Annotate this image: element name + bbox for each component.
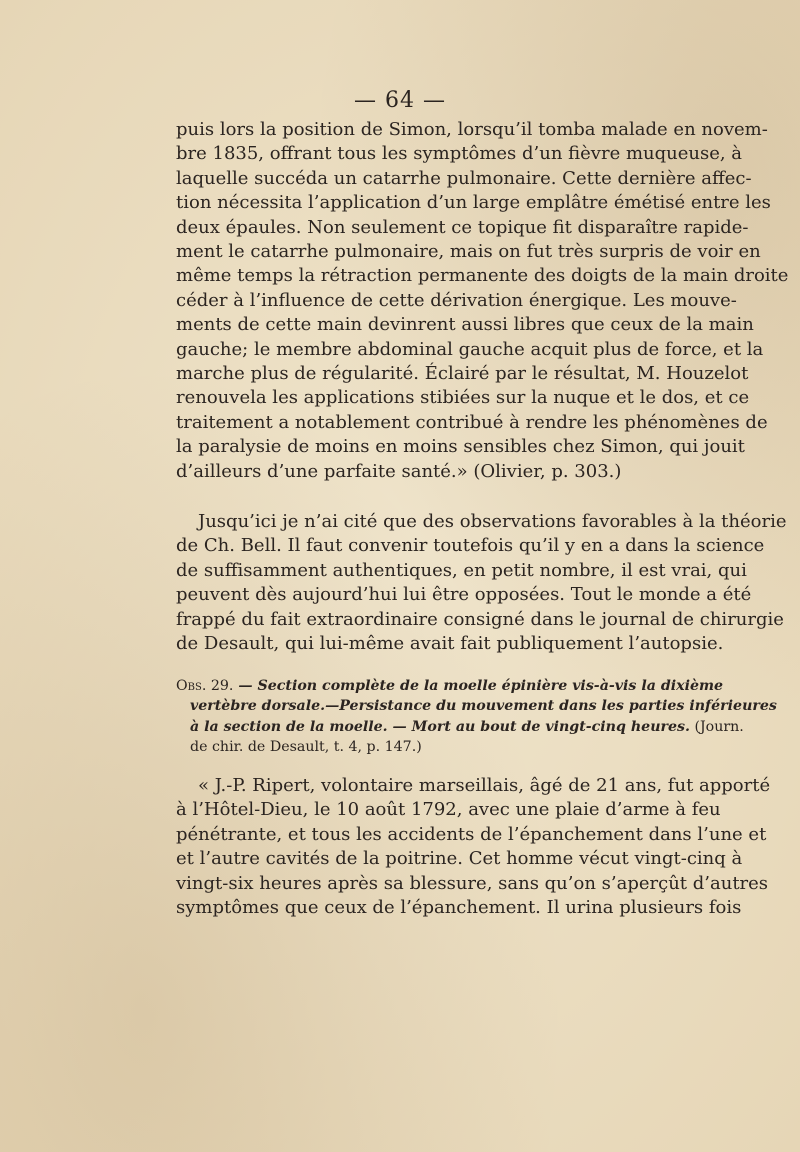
text-line: même temps la rétraction permanente des doigts de la main droite [176,265,789,287]
paragraph-continuation [176,118,789,484]
text-line: céder à l’influence de cette dérivation énergique. Les mouve- [176,289,737,311]
text-line: symptômes que ceux de l’épanchement. Il urina plusieurs fois [176,897,742,919]
obs-title-part: vertèbre dorsale.—Persistance du mouvement dans les parties inférieures [190,698,777,715]
text-line: tion nécessita l’application d’un large emplâtre émétisé entre les [176,192,771,214]
text-line: la paralysie de moins en moins sensibles chez Simon, qui jouit [176,436,745,458]
text-line: marche plus de régularité. Éclairé par le résultat, M. Houzelot [176,363,749,385]
text-line: bre 1835, offrant tous les symptômes d’un fièvre muqueuse, à [176,143,743,165]
page-number: — 64 — [354,88,446,113]
obs-title-part: à la section de la moelle. — Mort au bout de vingt-cinq heures. [190,718,690,735]
text-line: et l’autre cavités de la poitrine. Cet homme vécut vingt-cinq à [176,848,743,870]
obs-line [176,676,724,696]
paragraph-ripert-case [176,774,771,920]
text-line: ments de cette main devinrent aussi libres que ceux de la main [176,314,754,336]
obs-title-part: — Section complète de la moelle épinière vis-à-vis la dixième [233,678,724,694]
text-line: puis lors la position de Simon, lorsqu’il tomba malade en novem- [176,119,768,140]
text-line: frappé du fait extraordinaire consigné dans le journal de chirurgie [176,608,784,630]
text-line: traitement a notablement contribué à rendre les phénomènes de [176,411,768,433]
observation-heading [176,676,777,758]
text-line: renouvela les applications stibiées sur la nuque et le dos, et ce [176,387,750,409]
obs-line [176,717,744,737]
obs-line [176,696,777,716]
text-line: peuvent dès aujourd’hui lui être opposées. Tout le monde a été [176,584,752,606]
obs-source: (Journ. [689,718,744,735]
text-line: de Ch. Bell. Il faut convenir toutefois qu’il y en a dans la science [176,535,765,557]
text-line: vingt-six heures après sa blessure, sans qu’on s’aperçût d’autres [176,872,769,894]
obs-line: de chir. de Desault, t. 4, p. 147.) [190,739,422,756]
text-line: Jusqu’ici je n’ai cité que des observations favorables à la théorie [198,511,787,532]
paragraph-bell-theory [176,510,787,656]
text-line: pénétrante, et tous les accidents de l’épanchement dans l’une et [176,823,767,845]
text-line: ment le catarrhe pulmonaire, mais on fut très surpris de voir en [176,241,761,263]
text-line: d’ailleurs d’une parfaite santé.» (Olivier, p. 303.) [176,460,622,482]
text-line: de suffisamment authentiques, en petit nombre, il est vrai, qui [176,559,747,581]
text-line: laquelle succéda un catarrhe pulmonaire. Cette dernière affec- [176,167,752,189]
text-line: à l’Hôtel-Dieu, le 10 août 1792, avec une plaie d’arme à feu [176,799,721,821]
text-line: de Desault, qui lui-même avait fait publiquement l’autopsie. [176,633,724,655]
obs-label: Obs. 29. [176,678,234,694]
text-line: « J.-P. Ripert, volontaire marseillais, âgé de 21 ans, fut apporté [198,775,771,796]
text-line: deux épaules. Non seulement ce topique fit disparaître rapide- [176,216,749,238]
text-line: gauche; le membre abdominal gauche acquit plus de force, et la [176,338,764,360]
